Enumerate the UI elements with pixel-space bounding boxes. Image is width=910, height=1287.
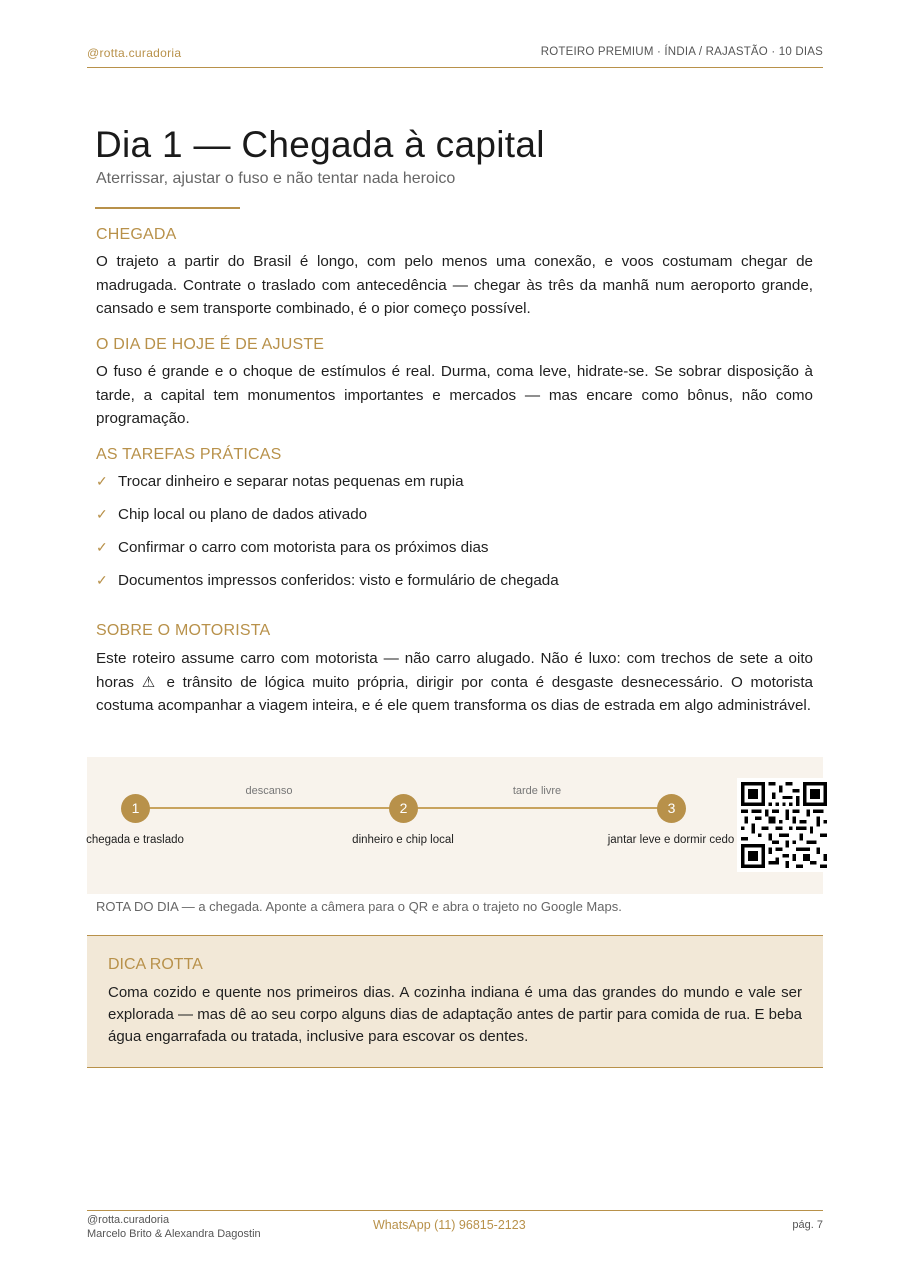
route-stop-label: chegada e traslado (86, 834, 184, 846)
task-item (96, 503, 813, 536)
route-caption: ROTA DO DIA — a chegada. Aponte a câmera para o QR e abra o trajeto no Google Maps. (96, 899, 622, 914)
route-stop-label: jantar leve e dormir cedo (607, 834, 735, 846)
section-text-chegada: O trajeto a partir do Brasil é longo, com pelo menos uma conexão, e voos costumam chegar de madrugada. Contrate o traslado com antecedência — chegar às três da manhã num aeroporto grande, cansado e sem transporte combinado, é o pior começo possível. (96, 253, 813, 317)
header-meta: ROTEIRO PREMIUM · ÍNDIA / RAJASTÃO · 10 DIAS (540, 46, 823, 58)
route-stop-2: 2 (389, 794, 418, 823)
tip-box (87, 935, 823, 1068)
section-text-ajuste: O fuso é grande e o choque de estímulos é real. Durma, coma leve, hidrate-se. Se sobrar disposição à tarde, a capital tem monumentos importantes e mercados — mas encare como bônus, não como programação. (96, 363, 813, 427)
tip-heading: DICA ROTTA (108, 956, 203, 973)
task-text: Trocar dinheiro e separar notas pequenas em rupia (118, 473, 464, 490)
section-heading-motorista: SOBRE O MOTORISTA (96, 622, 271, 639)
task-item (96, 536, 813, 569)
header-brand: @rotta.curadoria (87, 46, 182, 60)
task-text: Documentos impressos conferidos: visto e formulário de chegada (118, 572, 559, 589)
footer-authors: Marcelo Brito & Alexandra Dagostin (87, 1228, 261, 1240)
task-item (96, 569, 813, 602)
check-icon: ✓ (96, 506, 108, 522)
route-stop-1: 1 (121, 794, 150, 823)
section-heading-ajuste: O DIA DE HOJE É DE AJUSTE (96, 336, 325, 353)
check-icon: ✓ (96, 539, 108, 555)
footer-brand: @rotta.curadoria (87, 1214, 170, 1226)
segment-label: descanso (245, 785, 293, 797)
section-heading-tarefas: AS TAREFAS PRÁTICAS (96, 446, 282, 463)
page-title: Dia 1 — Chegada à capital (95, 124, 545, 165)
check-icon: ✓ (96, 473, 108, 489)
check-icon: ✓ (96, 572, 108, 588)
route-stop-3: 3 (657, 794, 686, 823)
segment-label: tarde livre (512, 785, 562, 797)
qr-code-icon[interactable] (737, 778, 831, 872)
section-text-motorista: Este roteiro assume carro com motorista — não carro alugado. Não é luxo: com trechos de sete a oito horas ⚠ e trânsito de lógica muito própria, dirigir por conta é desgaste desnecessário. O motorista costuma acompanhar a viagem inteira, e é ele quem transforma os dias de estrada em algo administrável. (96, 650, 813, 714)
section-heading-chegada: CHEGADA (96, 226, 177, 243)
footer-page-number: pág. 7 (792, 1219, 823, 1231)
task-text: Chip local ou plano de dados ativado (118, 506, 368, 523)
route-diagram (87, 757, 823, 894)
footer-whatsapp-link[interactable]: WhatsApp (11) 96815-2123 (373, 1218, 526, 1232)
page-header (87, 44, 823, 68)
route-stop-label: dinheiro e chip local (352, 834, 454, 846)
title-divider (95, 207, 240, 209)
page-footer (87, 1210, 823, 1250)
task-text: Confirmar o carro com motorista para os próximos dias (118, 539, 489, 556)
tip-text: Coma cozido e quente nos primeiros dias. A cozinha indiana é uma das grandes do mundo e vale ser explorada — mas dê ao seu corpo alguns dias de adaptação antes de partir para comida de rua. E beba água engarrafada ou tratada, inclusive para escovar os dentes. (108, 984, 802, 1045)
page-subtitle: Aterrissar, ajustar o fuso e não tentar nada heroico (96, 170, 456, 187)
task-item (96, 470, 813, 503)
task-checklist (96, 470, 813, 602)
